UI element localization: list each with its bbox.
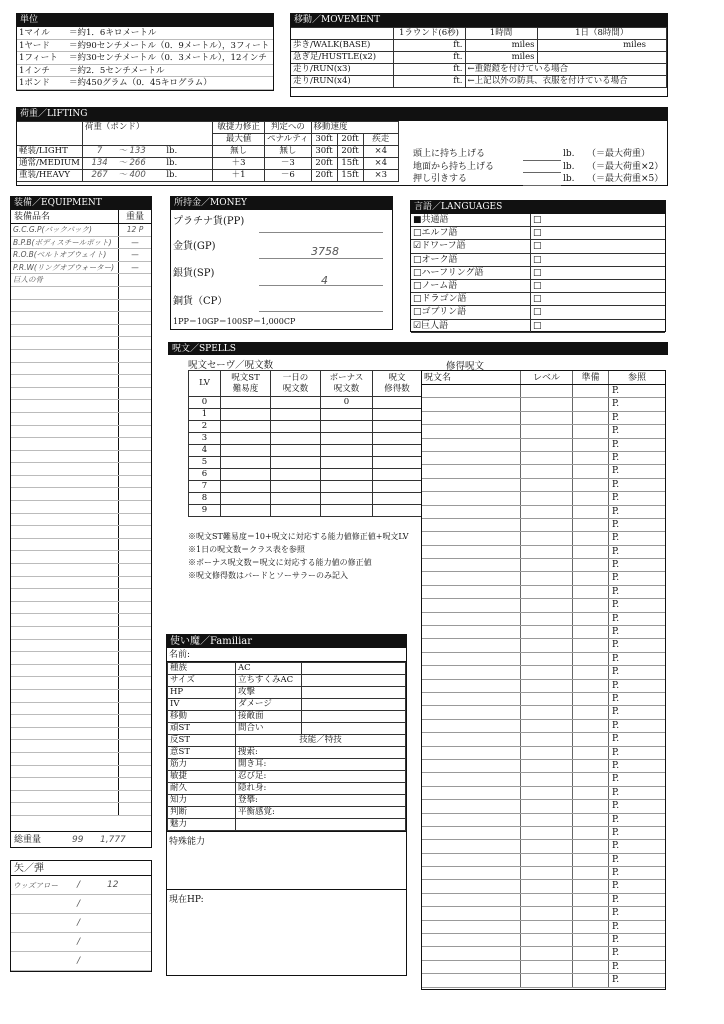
- spell-col-dc2: 難易度: [232, 383, 259, 394]
- known-spell-row: P.: [422, 720, 665, 733]
- equipment-row: [11, 438, 151, 451]
- known-spell-row: P.: [422, 827, 665, 840]
- equipment-row: [11, 463, 151, 476]
- movement-row: 歩き/WALK(BASE) ft. miles miles: [291, 40, 667, 52]
- equipment-list: [11, 224, 151, 816]
- equipment-row: B.P.B(ボディスチールポット) —: [11, 237, 151, 250]
- equipment-row: 巨人の骨: [11, 274, 151, 287]
- language-row[interactable]: □ハーフリング語 □: [411, 267, 665, 280]
- known-spell-row: P.: [422, 452, 665, 465]
- equipment-row: [11, 426, 151, 439]
- equipment-row: [11, 476, 151, 489]
- equipment-row: [11, 413, 151, 426]
- known-spell-row: P.: [422, 894, 665, 907]
- equipment-row: [11, 400, 151, 413]
- movement-note: ←上記以外の防具、衣服を付けている場合: [467, 76, 628, 86]
- money-sp-value: 4: [321, 274, 328, 287]
- movement-col-day: 1日（8時間）: [537, 28, 667, 40]
- familiar-header: 使い魔／Familiar: [167, 635, 406, 648]
- lifting-row: 軽装/LIGHT 7 ～ 133 lb. 無し 無し 30ft 20ft ×4: [17, 146, 399, 158]
- equipment-row: [11, 665, 151, 678]
- equipment-row: [11, 488, 151, 501]
- units-header: 単位: [17, 14, 273, 27]
- equipment-row: [11, 677, 151, 690]
- familiar-section: [166, 634, 407, 976]
- familiar-special: 特殊能力: [167, 831, 406, 889]
- known-spell-row: P.: [422, 854, 665, 867]
- known-spell-row: P.: [422, 613, 665, 626]
- spell-note: ※呪文ST難易度＝10+呪文に対応する能力値修正値+呪文LV: [188, 532, 409, 541]
- familiar-row: HP 攻撃: [168, 687, 406, 699]
- lifting-20-header: 20ft: [337, 134, 363, 146]
- equipment-row: [11, 325, 151, 338]
- languages-list: [411, 214, 665, 333]
- spell-level-row: 2: [189, 421, 422, 433]
- known-spell-row: P.: [422, 465, 665, 478]
- equipment-row: [11, 363, 151, 376]
- equipment-row: [11, 287, 151, 300]
- spell-level-row: 0 0: [189, 397, 422, 409]
- known-spell-row: P.: [422, 760, 665, 773]
- known-spell-row: P.: [422, 398, 665, 411]
- movement-row: 走り/RUN(x3) ft. ←重鎧鎧を付けている場合: [291, 64, 667, 76]
- known-spell-row: P.: [422, 626, 665, 639]
- movement-section: [290, 13, 668, 97]
- equipment-total-b: 1,777: [100, 835, 126, 845]
- movement-col-round: 1ラウンド(6秒): [393, 28, 465, 40]
- equipment-row: [11, 602, 151, 615]
- arrows-header: 矢／弾: [11, 861, 151, 876]
- spell-col-known2: 修得数: [384, 383, 410, 394]
- equipment-row: [11, 577, 151, 590]
- known-spell-row: P.: [422, 814, 665, 827]
- equipment-row: G.C.G.P(バックパック) 12 P: [11, 224, 151, 237]
- language-row[interactable]: □ドラゴン語 □: [411, 293, 665, 306]
- unit-row: 1ヤード ＝約90センチメートル（0．9メートル），3フィート: [17, 40, 273, 53]
- equipment-row: [11, 803, 151, 816]
- unit-row: 1ポンド ＝約450グラム（0．45キログラム）: [17, 77, 273, 90]
- equipment-row: [11, 300, 151, 313]
- lifting-dex-header: 敏捷力修正: [213, 122, 265, 134]
- familiar-row: 種族 AC: [168, 663, 406, 675]
- equipment-row: [11, 690, 151, 703]
- spell-col-day1: 一日の: [282, 372, 309, 383]
- unit-row: 1マイル ＝約1．6キロメートル: [17, 27, 273, 40]
- equipment-row: [11, 715, 151, 728]
- languages-header: 言語／LANGUAGES: [411, 201, 665, 214]
- equipment-col-weight: 重量: [125, 212, 144, 222]
- money-cp-label: 銅貨（CP）: [173, 296, 228, 307]
- known-spell-row: P.: [422, 425, 665, 438]
- movement-note: ←重鎧鎧を付けている場合: [467, 64, 569, 74]
- money-section: [170, 196, 393, 330]
- spell-level-row: 6: [189, 469, 422, 481]
- known-spell-row: P.: [422, 733, 665, 746]
- known-spell-row: P.: [422, 559, 665, 572]
- equipment-row: [11, 350, 151, 363]
- known-col-prep: 準備: [573, 371, 609, 384]
- equipment-row: P.R.W(リングオブウォーター) —: [11, 262, 151, 275]
- spell-col-known1: 呪文: [388, 372, 406, 383]
- equipment-row: [11, 501, 151, 514]
- known-spell-row: P.: [422, 974, 665, 987]
- known-spell-row: P.: [422, 479, 665, 492]
- arrow-row: /: [11, 933, 151, 952]
- equipment-row: [11, 640, 151, 653]
- lifting-30-header: 30ft: [311, 134, 337, 146]
- equipment-row: [11, 778, 151, 791]
- movement-col-hour: 1時間: [465, 28, 537, 40]
- money-conversion-note: 1PP＝10GP＝100SP＝1,000CP: [173, 317, 296, 326]
- money-gp-value: 3758: [311, 245, 339, 258]
- arrow-row: ウッズアロー / 12: [11, 876, 151, 895]
- familiar-search: 捜索:: [236, 747, 406, 759]
- spell-col-bon1: ボーナス: [329, 372, 364, 383]
- equipment-total-label: 総重量: [14, 835, 42, 845]
- known-spell-row: P.: [422, 385, 665, 398]
- familiar-skill-row: 敏捷 忍び足:: [168, 771, 406, 783]
- lifting-weight-header: 荷重（ポンド）: [82, 122, 212, 146]
- spells-header: 呪文／SPELLS: [168, 342, 668, 355]
- arrows-section: [10, 860, 152, 972]
- equipment-row: [11, 728, 151, 741]
- known-spell-row: P.: [422, 934, 665, 947]
- equipment-row: [11, 589, 151, 602]
- money-header: 所持金／MONEY: [171, 197, 392, 210]
- spell-col-day2: 呪文数: [282, 383, 309, 394]
- lifting-row: 通常/MEDIUM 134 ～ 266 lb. ＋3 －3 20ft 15ft ×4: [17, 158, 399, 170]
- language-row[interactable]: □オーク語 □: [411, 254, 665, 267]
- familiar-hp: 現在HP:: [167, 889, 406, 919]
- unit-row: 1インチ ＝約2．5センチメートル: [17, 65, 273, 78]
- known-spell-row: P.: [422, 639, 665, 652]
- equipment-row: [11, 652, 151, 665]
- equipment-row: [11, 451, 151, 464]
- known-spell-row: P.: [422, 867, 665, 880]
- spell-note: ※呪文修得数はバードとソーサラーのみ記入: [188, 571, 348, 580]
- familiar-row: サイズ 立ちすくみAC: [168, 675, 406, 687]
- unit-row: 1フィート ＝約30センチメートル（0．3メートル），12インチ: [17, 52, 273, 65]
- known-spell-row: P.: [422, 680, 665, 693]
- known-spell-row: P.: [422, 747, 665, 760]
- equipment-row: [11, 753, 151, 766]
- known-spell-row: P.: [422, 907, 665, 920]
- equipment-total-a: 99: [72, 835, 84, 845]
- familiar-stats-table: [167, 662, 406, 831]
- spell-col-lv: LV: [189, 371, 221, 397]
- equipment-row: [11, 375, 151, 388]
- known-spell-row: P.: [422, 439, 665, 452]
- arrow-row: /: [11, 952, 151, 971]
- lifting-speed-header: 移動速度: [311, 122, 398, 134]
- equipment-row: [11, 791, 151, 804]
- equipment-row: [11, 564, 151, 577]
- movement-row: 急ぎ足/HUSTLE(x2) ft. miles: [291, 52, 667, 64]
- movement-table: [291, 27, 667, 88]
- known-col-name: 呪文名: [422, 371, 521, 384]
- known-spell-row: P.: [422, 666, 665, 679]
- familiar-skill-row: 判断 平衡感覚:: [168, 807, 406, 819]
- familiar-skill-row: 筋力 開き耳:: [168, 759, 406, 771]
- money-sp-label: 銀貨(SP): [173, 268, 215, 279]
- language-row[interactable]: □ノーム語 □: [411, 280, 665, 293]
- familiar-name: 名前:: [167, 648, 406, 662]
- lift-row: 地面から持ち上げる lb. （＝最大荷重×2）: [413, 161, 664, 172]
- known-spell-row: P.: [422, 506, 665, 519]
- arrow-row: /: [11, 914, 151, 933]
- known-spell-row: P.: [422, 519, 665, 532]
- familiar-skill-row: 魅力: [168, 819, 406, 831]
- spell-level-row: 4: [189, 445, 422, 457]
- lifting-notes: [413, 148, 665, 186]
- lifting-header: 荷重／LIFTING: [17, 108, 667, 121]
- language-row[interactable]: ■共通語 □: [411, 214, 665, 227]
- familiar-row: 頑ST 間合い: [168, 723, 406, 735]
- known-spells-list: [422, 385, 665, 988]
- known-spell-row: P.: [422, 961, 665, 974]
- equipment-row: [11, 539, 151, 552]
- lifting-row: 重装/HEAVY 267 ～ 400 lb. ＋1 －6 20ft 15ft ×3: [17, 170, 399, 182]
- spell-level-row: 7: [189, 481, 422, 493]
- lift-row: 頭上に持ち上げる lb. （＝最大荷重）: [413, 149, 651, 159]
- known-spell-row: P.: [422, 840, 665, 853]
- equipment-col-name: 装備品名: [11, 210, 119, 223]
- familiar-ref: 反ST: [168, 735, 236, 747]
- equipment-row: [11, 703, 151, 716]
- known-spell-row: P.: [422, 492, 665, 505]
- known-spell-row: P.: [422, 586, 665, 599]
- familiar-row: IV ダメージ: [168, 699, 406, 711]
- arrow-row: /: [11, 895, 151, 914]
- movement-header: 移動／MOVEMENT: [291, 14, 667, 27]
- equipment-row: [11, 614, 151, 627]
- units-section: [16, 13, 274, 91]
- known-spell-row: P.: [422, 947, 665, 960]
- money-pp-label: プラチナ貨(PP): [173, 216, 245, 227]
- spell-level-row: 3: [189, 433, 422, 445]
- known-spell-row: P.: [422, 599, 665, 612]
- lifting-section: [16, 107, 668, 186]
- equipment-row: [11, 337, 151, 350]
- spell-saves-title: 呪文セーヴ／呪文数: [188, 360, 274, 371]
- language-row[interactable]: □ゴブリン語 □: [411, 306, 665, 319]
- equipment-row: [11, 312, 151, 325]
- language-row[interactable]: □エルフ語 □: [411, 227, 665, 240]
- spell-col-dc1: 呪文ST: [231, 372, 260, 383]
- lifting-dex-header2: 最大値: [213, 134, 265, 146]
- spell-saves-table: [188, 370, 422, 517]
- known-spell-row: P.: [422, 921, 665, 934]
- spell-level-row: 5: [189, 457, 422, 469]
- known-spell-row: P.: [422, 572, 665, 585]
- language-row[interactable]: ☑巨人語 □: [411, 320, 665, 333]
- known-spell-row: P.: [422, 880, 665, 893]
- familiar-skill-row: 耐久 隠れ身:: [168, 783, 406, 795]
- known-spell-row: P.: [422, 773, 665, 786]
- money-gp-label: 金貨(GP): [173, 241, 216, 252]
- spell-level-row: 9: [189, 505, 422, 517]
- equipment-row: [11, 627, 151, 640]
- spell-note: ※ボーナス呪文数＝呪文に対応する能力値の修正値: [188, 558, 372, 567]
- known-spell-row: P.: [422, 706, 665, 719]
- spell-level-row: 1: [189, 409, 422, 421]
- familiar-will: 意ST: [168, 747, 236, 759]
- lifting-pen-header2: ペナルティ: [265, 134, 311, 146]
- arrows-list: [11, 876, 151, 971]
- lifting-run-header: 疾走: [363, 134, 398, 146]
- equipment-row: [11, 514, 151, 527]
- equipment-row: [11, 388, 151, 401]
- lift-row: 押し引きする lb. （＝最大荷重×5）: [413, 174, 664, 184]
- units-list: [17, 27, 273, 90]
- spell-level-row: 8: [189, 493, 422, 505]
- familiar-skill-row: 知力 登攀:: [168, 795, 406, 807]
- movement-row: 走り/RUN(x4) ft. ←上記以外の防具、衣服を付けている場合: [291, 76, 667, 88]
- known-spell-row: P.: [422, 546, 665, 559]
- known-spell-row: P.: [422, 800, 665, 813]
- equipment-row: [11, 766, 151, 779]
- spell-note: ※1日の呪文数＝クラス表を参照: [188, 545, 305, 554]
- known-spell-row: P.: [422, 412, 665, 425]
- equipment-row: [11, 551, 151, 564]
- known-spell-row: P.: [422, 693, 665, 706]
- language-row[interactable]: ☑ドワーフ語 □: [411, 240, 665, 253]
- equipment-row: [11, 740, 151, 753]
- lifting-pen-header: 判定への: [265, 122, 311, 134]
- lifting-table: [17, 121, 399, 182]
- familiar-skills-title: 技能／特技: [236, 735, 406, 747]
- known-col-ref: 参照: [627, 373, 646, 383]
- equipment-section: [10, 196, 152, 848]
- known-spell-row: P.: [422, 532, 665, 545]
- known-spell-row: P.: [422, 787, 665, 800]
- languages-section: [410, 200, 666, 332]
- known-spell-row: P.: [422, 653, 665, 666]
- spell-notes: [188, 530, 448, 582]
- known-col-level: レベル: [521, 371, 573, 384]
- equipment-header: 装備／EQUIPMENT: [11, 197, 151, 210]
- equipment-row: R.O.B(ベルトオブウェイト) —: [11, 249, 151, 262]
- equipment-row: [11, 526, 151, 539]
- spell-col-bon2: 呪文数: [333, 383, 360, 394]
- known-spells-title: 修得呪文: [446, 361, 485, 372]
- familiar-row: 移動 接敵面: [168, 711, 406, 723]
